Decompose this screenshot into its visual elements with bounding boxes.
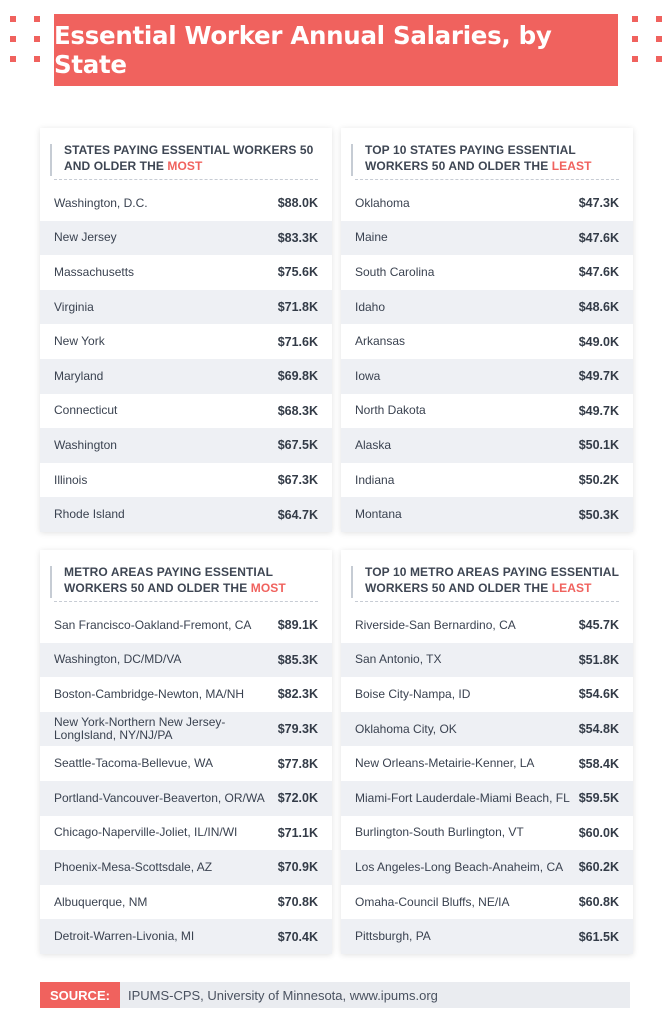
row-salary: $75.6K (277, 265, 318, 280)
table-row (40, 746, 332, 781)
row-location: Los Angeles-Long Beach-Anaheim, CA (355, 859, 564, 874)
row-salary: $71.8K (277, 300, 318, 315)
row-salary: $60.2K (578, 860, 619, 875)
table-row (341, 677, 633, 712)
row-salary: $82.3K (277, 687, 318, 702)
row-salary: $77.8K (277, 756, 318, 771)
table-title: METRO AREAS PAYING ESSENTIAL WORKERS 50 AND OLDER THE (64, 565, 273, 595)
table-rows (40, 186, 332, 532)
row-salary: $54.8K (578, 722, 619, 737)
row-location: Seattle-Tacoma-Bellevue, WA (54, 756, 213, 771)
row-location: New Orleans-Metairie-Kenner, LA (355, 756, 535, 771)
source-bar (40, 982, 630, 1008)
table-title: TOP 10 METRO AREAS PAYING ESSENTIAL WORKERS 50 AND OLDER THE (365, 565, 619, 595)
table-row (341, 290, 633, 325)
page-title: Essential Worker Annual Salaries, by State (54, 14, 618, 86)
row-location: Washington, DC/MD/VA (54, 652, 182, 667)
row-location: Oklahoma (355, 195, 410, 210)
row-location: Virginia (54, 299, 94, 314)
row-salary: $47.3K (578, 196, 619, 211)
table-row (40, 850, 332, 885)
row-location: Massachusetts (54, 264, 135, 279)
table-heading (355, 550, 619, 602)
table-row (341, 324, 633, 359)
row-location: Washington, D.C. (54, 195, 148, 210)
table-row (40, 359, 332, 394)
table-row (40, 221, 332, 256)
row-salary: $54.6K (578, 687, 619, 702)
row-salary: $60.0K (578, 825, 619, 840)
row-location: Oklahoma City, OK (355, 721, 457, 736)
source-text: IPUMS-CPS, University of Minnesota, www.ipums.org (127, 987, 438, 1003)
table-row (40, 885, 332, 920)
row-location: Connecticut (54, 403, 118, 418)
row-salary: $88.0K (277, 196, 318, 211)
row-location: Portland-Vancouver-Beaverton, OR/WA (54, 790, 265, 805)
row-salary: $85.3K (277, 652, 318, 667)
row-salary: $67.3K (277, 473, 318, 488)
table-row (341, 255, 633, 290)
table-title: STATES PAYING ESSENTIAL WORKERS 50 AND OLDER THE (64, 143, 314, 173)
row-location: Riverside-San Bernardino, CA (355, 617, 516, 632)
row-salary: $72.0K (277, 791, 318, 806)
table-row (40, 816, 332, 851)
row-location: Boise City-Nampa, ID (355, 686, 471, 701)
row-salary: $69.8K (277, 369, 318, 384)
row-location: Burlington-South Burlington, VT (355, 825, 524, 840)
table-row (341, 850, 633, 885)
row-salary: $48.6K (578, 300, 619, 315)
row-location: Montana (355, 507, 402, 522)
row-location: Idaho (355, 299, 386, 314)
table-row (341, 919, 633, 954)
table-metros-least (341, 550, 633, 954)
table-heading (54, 550, 318, 602)
row-location: Albuquerque, NM (54, 894, 148, 909)
row-location: North Dakota (355, 403, 426, 418)
table-row (341, 781, 633, 816)
row-salary: $49.7K (578, 403, 619, 418)
row-salary: $83.3K (277, 230, 318, 245)
table-row (40, 186, 332, 221)
row-salary: $70.9K (277, 860, 318, 875)
row-location: Iowa (355, 368, 381, 383)
table-states-most (40, 128, 332, 532)
table-row (341, 712, 633, 747)
row-salary: $50.3K (578, 507, 619, 522)
table-row (40, 463, 332, 498)
table-row (341, 186, 633, 221)
table-row (341, 608, 633, 643)
table-row (341, 394, 633, 429)
row-location: Detroit-Warren-Livonia, MI (54, 929, 195, 944)
table-row (40, 677, 332, 712)
table-row (341, 816, 633, 851)
row-salary: $50.2K (578, 473, 619, 488)
row-salary: $50.1K (578, 438, 619, 453)
row-location: Alaska (355, 437, 392, 452)
table-row (341, 885, 633, 920)
source-label: SOURCE: (40, 982, 120, 1008)
row-salary: $47.6K (578, 230, 619, 245)
table-row (341, 463, 633, 498)
table-row (40, 712, 332, 747)
row-salary: $47.6K (578, 265, 619, 280)
row-location: New York-Northern New Jersey-LongIsland, NY/NJ/PA (54, 715, 226, 743)
row-salary: $59.5K (578, 791, 619, 806)
row-salary: $64.7K (277, 507, 318, 522)
row-location: Omaha-Council Bluffs, NE/IA (355, 894, 510, 909)
table-row (40, 324, 332, 359)
row-location: Pittsburgh, PA (355, 929, 431, 944)
table-row (40, 781, 332, 816)
row-salary: $49.7K (578, 369, 619, 384)
row-location: New Jersey (54, 230, 117, 245)
table-row (40, 428, 332, 463)
row-location: New York (54, 334, 105, 349)
table-title-accent: MOST (167, 159, 203, 173)
table-row (341, 221, 633, 256)
row-salary: $79.3K (277, 722, 318, 737)
row-location: Arkansas (355, 334, 406, 349)
table-row (341, 359, 633, 394)
table-metros-most (40, 550, 332, 954)
table-row (40, 643, 332, 678)
row-location: Miami-Fort Lauderdale-Miami Beach, FL (355, 790, 570, 805)
row-location: San Antonio, TX (355, 652, 442, 667)
decorative-dots-left (10, 16, 40, 62)
table-rows (341, 608, 633, 954)
row-location: Illinois (54, 472, 88, 487)
table-rows (341, 186, 633, 532)
row-location: Maryland (54, 368, 104, 383)
row-salary: $61.5K (578, 929, 619, 944)
row-salary: $60.8K (578, 895, 619, 910)
row-salary: $89.1K (277, 618, 318, 633)
row-location: Phoenix-Mesa-Scottsdale, AZ (54, 859, 213, 874)
row-salary: $45.7K (578, 618, 619, 633)
table-states-least (341, 128, 633, 532)
table-row (40, 919, 332, 954)
table-title-accent: LEAST (551, 159, 592, 173)
row-salary: $70.4K (277, 929, 318, 944)
table-title-accent: MOST (250, 581, 286, 595)
row-location: San Francisco-Oakland-Fremont, CA (54, 617, 252, 632)
decorative-dots-right (632, 16, 662, 62)
row-salary: $70.8K (277, 895, 318, 910)
row-salary: $67.5K (277, 438, 318, 453)
table-row (40, 255, 332, 290)
row-salary: $68.3K (277, 403, 318, 418)
table-row (341, 746, 633, 781)
row-location: Washington (54, 437, 117, 452)
row-salary: $71.1K (277, 825, 318, 840)
row-salary: $49.0K (578, 334, 619, 349)
table-row (341, 497, 633, 532)
row-salary: $58.4K (578, 756, 619, 771)
table-row (341, 428, 633, 463)
table-title-accent: LEAST (551, 581, 592, 595)
table-row (40, 608, 332, 643)
row-location: Chicago-Naperville-Joliet, IL/IN/WI (54, 825, 238, 840)
table-heading (54, 128, 318, 180)
table-row (40, 394, 332, 429)
row-location: South Carolina (355, 264, 435, 279)
table-row (40, 497, 332, 532)
table-rows (40, 608, 332, 954)
row-location: Maine (355, 230, 388, 245)
row-location: Boston-Cambridge-Newton, MA/NH (54, 686, 245, 701)
row-salary: $71.6K (277, 334, 318, 349)
table-title: TOP 10 STATES PAYING ESSENTIAL WORKERS 50 AND OLDER THE (365, 143, 576, 173)
row-location: Indiana (355, 472, 395, 487)
row-salary: $51.8K (578, 652, 619, 667)
table-row (341, 643, 633, 678)
table-row (40, 290, 332, 325)
row-location: Rhode Island (54, 507, 125, 522)
table-heading (355, 128, 619, 180)
